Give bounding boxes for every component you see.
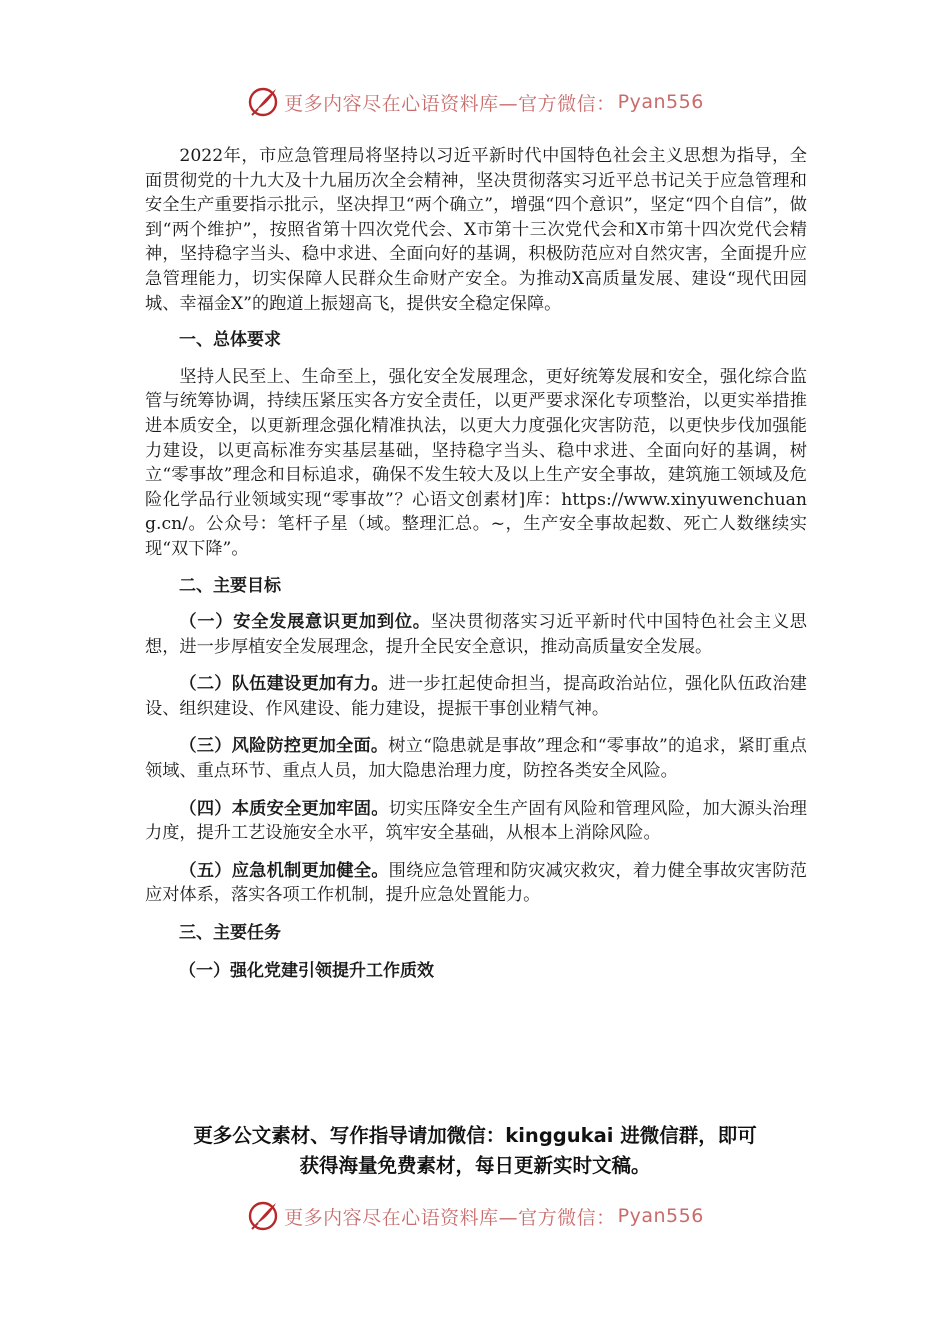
quill-logo-icon (246, 85, 280, 119)
header-banner (0, 82, 950, 122)
goal-item-lead: （四）本质安全更加牢固。 (179, 798, 389, 819)
promo-note-line-2: 获得海量免费素材，每日更新实时文稿。 (299, 1154, 651, 1177)
goal-item (145, 859, 807, 908)
goal-item-lead: （一）安全发展意识更加到位。 (179, 612, 431, 633)
promo-note (0, 1121, 950, 1181)
footer-wechat-id: Pyan556 (617, 1205, 704, 1227)
quill-logo-icon (246, 1199, 280, 1233)
section-2-title: 二、主要目标 (179, 575, 281, 596)
goal-item-body: 坚决贯彻落实习近平新时代中国特色社会主义思想，进一步厚植安全发展理念，提升全民安全意识，推动高质量安全发展。 (145, 612, 807, 657)
goal-item (145, 734, 807, 783)
goal-item-body: 进一步扛起使命担当，提高政治站位，强化队伍政治建设、组织建设、作风建设、能力建设，提振干事创业精气神。 (145, 674, 807, 719)
goal-item-lead: （二）队伍建设更加有力。 (179, 674, 389, 695)
goal-item-body: 树立“隐患就是事故”理念和“零事故”的追求，紧盯重点领域、重点环节、重点人员，加大隐患治理力度，防控各类安全风险。 (145, 736, 807, 782)
header-banner-text: 更多内容尽在心语资料库—官方微信： (284, 92, 616, 115)
goal-item-lead: （三）风险防控更加全面。 (179, 736, 389, 757)
section-3-title: 三、主要任务 (179, 923, 281, 944)
goal-item-body: 切实压降安全生产固有风险和管理风险，加大源头治理力度，提升工艺设施安全水平，筑牢安全基础，从根本上消除风险。 (145, 798, 807, 844)
goal-item (145, 672, 807, 721)
goal-item (145, 610, 807, 659)
promo-note-line-1: 更多公文素材、写作指导请加微信：kinggukai 进微信群，即可 (193, 1124, 757, 1147)
header-wechat-id: Pyan556 (617, 91, 704, 113)
goal-item (145, 797, 807, 846)
footer-banner-text: 更多内容尽在心语资料库—官方微信： (284, 1206, 616, 1229)
section-3-subtitle-1: （一）强化党建引领提升工作质效 (179, 960, 434, 981)
document-body (145, 144, 807, 983)
intro-paragraph: 2022年，市应急管理局将坚持以习近平新时代中国特色社会主义思想为指导，全面贯彻党的十九大及十九届历次全会精神，坚决贯彻落实习近平总书记关于应急管理和安全生产重要指示批示，坚决捍卫“两个确立”，增强“四个意识”，坚定“四个自信”，做到“两个维护”，按照省第十四次党代会、X市第十三次党代会和X市第十四次党代会精神，坚持稳字当头、稳中求进、全面向好的基调，积极防范应对自然灾害，全面提升应急管理能力，切实保障人民群众生命财产安全。为推动X高质量发展、建设“现代田园城、幸福金X”的跑道上振翅高飞，提供安全稳定保障。 (145, 146, 807, 314)
goal-item-lead: （五）应急机制更加健全。 (179, 860, 389, 881)
goal-item-body: 围绕应急管理和防灾减灾救灾，着力健全事故灾害防范应对体系，落实各项工作机制，提升应急处置能力。 (145, 860, 807, 906)
section-1-body: 坚持人民至上、生命至上，强化安全发展理念，更好统筹发展和安全，强化综合监管与统筹协调，持续压紧压实各方安全责任，以更严要求深化专项整治，以更实举措推进本质安全，以更新理念强化精准执法，以更大力度强化灾害防范，以更快步伐加强能力建设，以更高标准夯实基层基础，坚持稳字当头、稳中求进、全面向好的基调，树立“零事故”理念和目标追求，确保不发生较大及以上生产安全事故，建筑施工领域及危险化学品行业领域实现“零事故”？心语文创素材]库：https://www.xinyuwenchuang.cn/。公众号：笔杆子星（域。整理汇总。~，生产安全事故起数、死亡人数继续实现“双下降”。 (145, 366, 807, 559)
footer-banner (0, 1196, 950, 1236)
section-1-title: 一、总体要求 (179, 330, 281, 351)
